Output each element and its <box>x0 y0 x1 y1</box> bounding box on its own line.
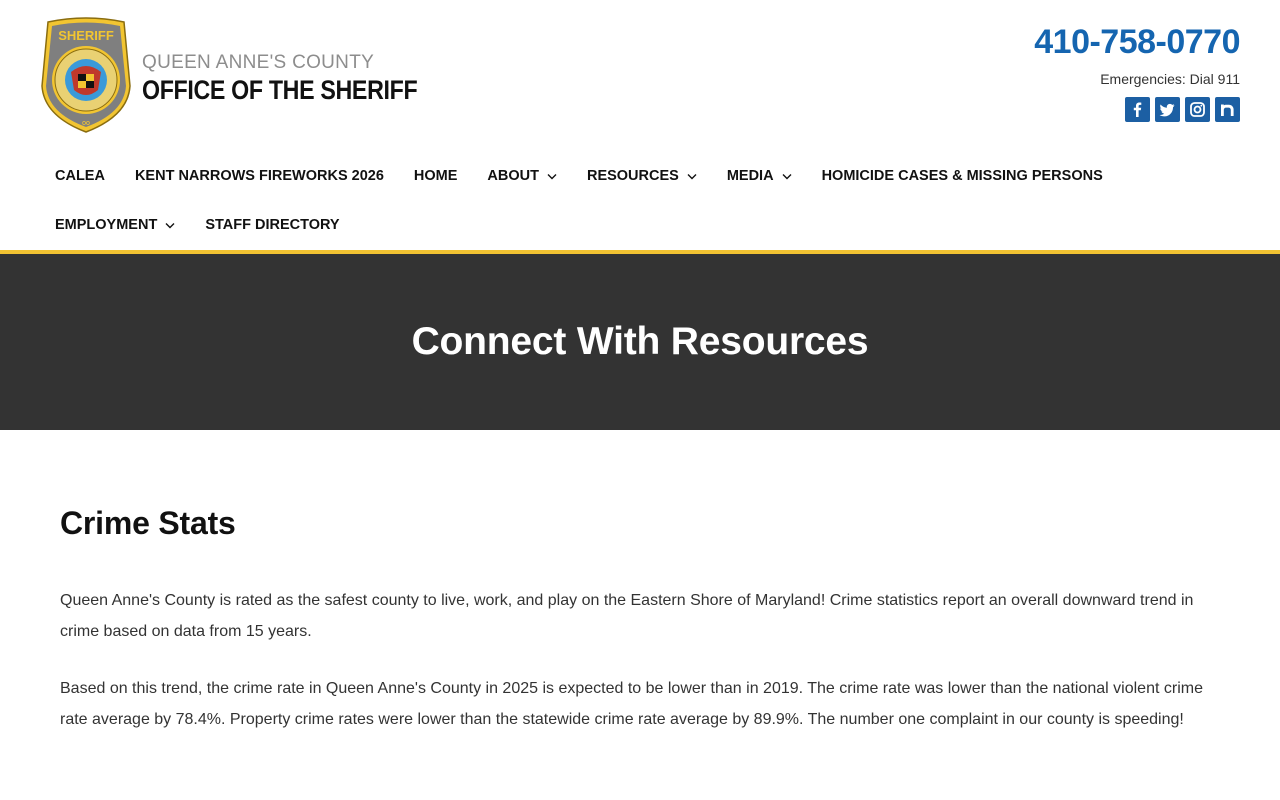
chevron-down-icon <box>165 217 175 233</box>
chevron-down-icon <box>687 168 697 184</box>
instagram-icon[interactable] <box>1185 97 1210 122</box>
nav-item-homicide-cases[interactable]: HOMICIDE CASES & MISSING PERSONS <box>821 168 1103 184</box>
site-title-office: OFFICE OF THE SHERIFF <box>142 75 418 105</box>
nav-row-1 <box>40 152 1140 200</box>
site-header <box>0 0 1280 250</box>
main-navigation <box>40 152 1140 249</box>
badge-sheriff-text: SHERIFF <box>58 28 114 43</box>
nav-row-2 <box>40 201 1140 249</box>
nextdoor-icon[interactable] <box>1215 97 1240 122</box>
nav-item-media[interactable]: MEDIA <box>712 152 807 200</box>
hero-banner <box>0 254 1280 430</box>
nav-item-calea[interactable]: CALEA <box>55 168 105 184</box>
twitter-icon[interactable] <box>1155 97 1180 122</box>
nav-item-about[interactable]: ABOUT <box>472 152 572 200</box>
trend-paragraph: Based on this trend, the crime rate in Queen Anne's County in 2025 is expected to be lower than in 2019. The crime rate was lower than the national violent crime rate average by 78.4%. Property crime rates were lower than the statewide crime rate average by 89.9%. The number one complaint in our county is speeding! <box>60 680 1203 728</box>
section-heading: Crime Stats <box>60 505 236 541</box>
sheriff-badge-icon <box>40 16 132 134</box>
page-title: Connect With Resources <box>411 320 869 363</box>
sheriff-badge-logo[interactable] <box>40 16 132 134</box>
social-links <box>1034 97 1240 122</box>
nav-item-employment[interactable]: EMPLOYMENT <box>40 201 190 249</box>
facebook-icon[interactable] <box>1125 97 1150 122</box>
intro-paragraph: Queen Anne's County is rated as the safest county to live, work, and play on the Eastern Shore of Maryland! Crime statistics report an overall downward trend in crime based on data from 15 years. <box>60 592 1194 640</box>
nav-item-kent-narrows-fireworks[interactable]: KENT NARROWS FIREWORKS 2026 <box>134 168 384 184</box>
emergency-notice: Emergencies: Dial 911 <box>1100 71 1240 87</box>
chevron-down-icon <box>547 168 557 184</box>
phone-number-link[interactable]: 410-758-0770 <box>1034 23 1240 61</box>
svg-text:OO: OO <box>82 121 90 127</box>
main-content <box>60 500 1220 735</box>
header-contact <box>1034 22 1240 122</box>
site-title-county: QUEEN ANNE'S COUNTY <box>142 52 375 73</box>
chevron-down-icon <box>782 168 792 184</box>
site-title[interactable] <box>142 52 462 106</box>
nav-item-staff-directory[interactable]: STAFF DIRECTORY <box>205 217 340 233</box>
nav-item-home[interactable]: HOME <box>413 168 458 184</box>
nav-item-resources[interactable]: RESOURCES <box>572 152 712 200</box>
